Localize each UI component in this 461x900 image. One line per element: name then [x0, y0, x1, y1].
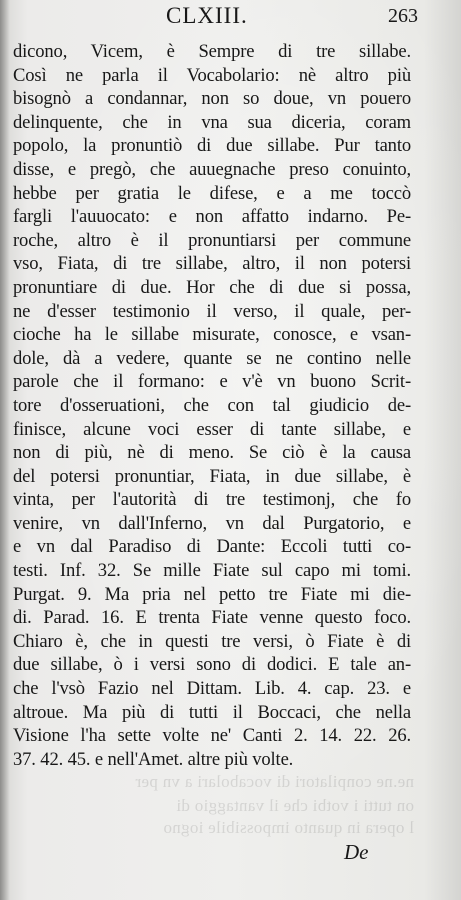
text-line: che l'vsò Fazio nel Dittam. Lib. 4. cap. 23. e	[13, 678, 411, 700]
bleed-through-line: ne.ne conpilatori di vocabolari a vn per	[135, 772, 414, 791]
text-line: altroue. Ma più di tutti il Boccaci, che nella	[13, 701, 411, 723]
bleed-through-line: on tutti i votbi che il vantaggio di	[176, 796, 414, 815]
text-line: hebbe per gratia le difese, e a me toccò	[13, 182, 411, 204]
text-line: Visione l'ha sette volte ne' Canti 2. 14. 22. 26.	[13, 725, 411, 747]
text-line: tore d'osseruationi, che con tal giudicio de-	[13, 394, 411, 416]
text-line: ne d'esser testimonio il verso, il quale, per-	[13, 300, 411, 322]
text-line: dicono, Vicem, è Sempre di tre sillabe.	[13, 41, 411, 62]
text-line: roche, altro è il pronuntiarsi per commune	[13, 229, 411, 251]
text-line: delinquente, che in vna sua diceria, coram	[13, 111, 411, 133]
gutter-shadow	[0, 0, 10, 900]
text-line: Purgat. 9. Ma pria nel petto tre Fiate mi die-	[13, 583, 411, 605]
text-line: del potersi pronuntiar, Fiata, in due sillabe, è	[13, 465, 411, 487]
text-line: venire, vn dall'Inferno, vn dal Purgatorio, e	[13, 512, 411, 534]
text-line: cioche ha le sillabe misurate, conosce, e vsan-	[13, 324, 411, 346]
text-line: vinta, per l'autorità di tre testimonj, che fo	[13, 489, 411, 511]
text-line: testi. Inf. 32. Se mille Fiate sul capo mi tomi.	[13, 560, 411, 582]
text-line: disse, e pregò, che auuegnache preso conuinto,	[13, 158, 411, 180]
catchword: De	[344, 840, 369, 864]
text-line: fargli l'auuocato: e non affatto indarno. Pe-	[13, 206, 411, 228]
text-line: finisce, alcune voci esser di tante sillabe, e	[13, 418, 411, 440]
text-line: popolo, la pronuntiò di due sillabe. Pur tanto	[13, 135, 411, 157]
bleed-through-line: l opera in quanto impossibile iogno	[163, 818, 414, 837]
running-header	[0, 0, 461, 40]
text-line: bisognò a condannar, non so doue, vn pouero	[13, 88, 411, 110]
chapter-heading: CLXIII.	[166, 3, 248, 28]
text-line: e vn dal Paradiso di Dante: Eccoli tutti co-	[13, 536, 411, 558]
page-body-text	[13, 40, 411, 771]
text-line: Così ne parla il Vocabolario: nè altro più	[13, 64, 411, 86]
text-line: non di più, nè di meno. Se ciò è la causa	[13, 442, 411, 464]
text-line: Chiaro è, che in questi tre versi, ò Fiate è di	[13, 630, 411, 652]
text-line: pronuntiare di due. Hor che di due si possa,	[13, 276, 411, 298]
text-line: di. Parad. 16. E trenta Fiate venne questo foco.	[13, 607, 411, 629]
text-line: 37. 42. 45. e nell'Amet. altre più volte.	[13, 748, 294, 770]
text-line: parole che il formano: e v'è vn buono Scrit-	[13, 371, 411, 393]
text-line: dole, dà a vedere, quante se ne contino nelle	[13, 347, 411, 369]
page-number: 263	[388, 5, 418, 27]
text-line: due sillabe, ò i versi sono di dodici. E tale an-	[13, 654, 411, 676]
text-line: vso, Fiata, di tre sillabe, altro, il non potersi	[13, 253, 411, 275]
